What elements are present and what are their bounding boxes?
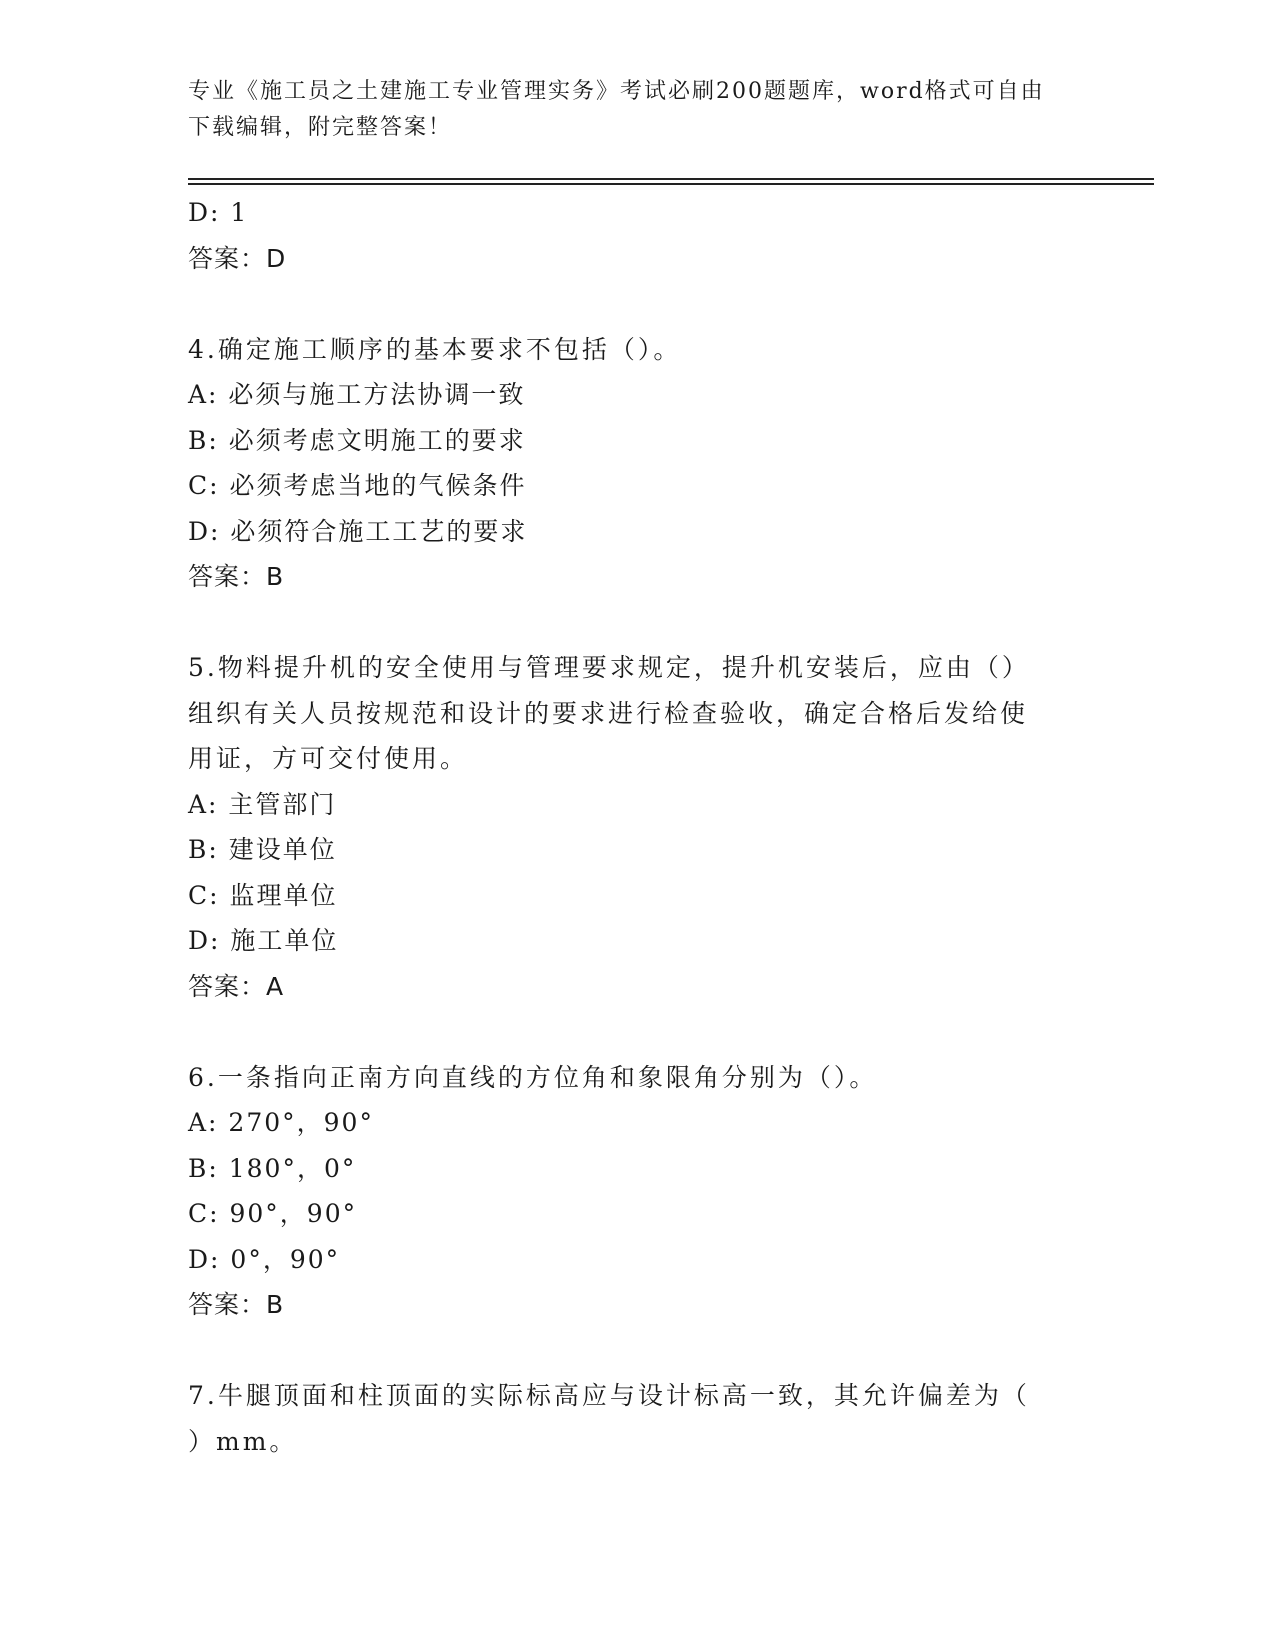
option-d: D: 0°，90° (188, 1244, 341, 1274)
option-b: B: 建设单位 (188, 835, 337, 864)
option-a: A: 必须与施工方法协调一致 (188, 380, 526, 409)
header-divider-top (188, 178, 1154, 180)
option-c: C: 90°，90° (188, 1199, 358, 1228)
question-stem: 6.一条指向正南方向直线的方位角和象限角分别为（）。 (188, 1062, 878, 1092)
spacer (188, 1009, 1088, 1055)
header-line-2: 下载编辑，附完整答案！ (188, 115, 453, 140)
question-stem: 7.牛腿顶面和柱顶面的实际标高应与设计标高一致，其允许偏差为（ (188, 1381, 1030, 1410)
question-5 (188, 645, 1088, 1009)
option-d: D: 施工单位 (188, 926, 339, 955)
question-6 (188, 1055, 1088, 1328)
document-header (188, 74, 1088, 146)
option-d: D: 1 (188, 198, 249, 227)
option-b: B: 必须考虑文明施工的要求 (188, 425, 526, 455)
answer-line: 答案：B (188, 562, 285, 591)
answer-line: 答案：D (188, 243, 287, 273)
question-stem: 组织有关人员按规范和设计的要求进行检查验收，确定合格后发给使 (188, 698, 1029, 728)
question-stem: ）mm。 (188, 1426, 298, 1456)
spacer (188, 281, 1088, 327)
question-4 (188, 327, 1088, 600)
header-line-1: 专业《施工员之土建施工专业管理实务》考试必刷200题题库，word格式可自由 (188, 79, 1045, 104)
option-a: A: 270°，90° (188, 1108, 374, 1137)
answer-line: 答案：B (188, 1290, 285, 1319)
question-7 (188, 1373, 1088, 1464)
spacer (188, 600, 1088, 646)
option-d: D: 必须符合施工工艺的要求 (188, 516, 528, 546)
option-c: C: 监理单位 (188, 880, 338, 910)
header-divider-bottom (188, 183, 1154, 185)
question-stem: 用证，方可交付使用。 (188, 744, 469, 773)
question-stem: 5.物料提升机的安全使用与管理要求规定，提升机安装后，应由（） (188, 653, 1030, 682)
question-list (188, 190, 1088, 1464)
option-c: C: 必须考虑当地的气候条件 (188, 471, 527, 500)
question-stem: 4.确定施工顺序的基本要求不包括（）。 (188, 334, 682, 364)
option-b: B: 180°，0° (188, 1153, 357, 1183)
spacer (188, 1328, 1088, 1374)
option-a: A: 主管部门 (188, 789, 337, 819)
answer-line: 答案：A (188, 971, 285, 1001)
question-3-tail (188, 190, 1088, 281)
